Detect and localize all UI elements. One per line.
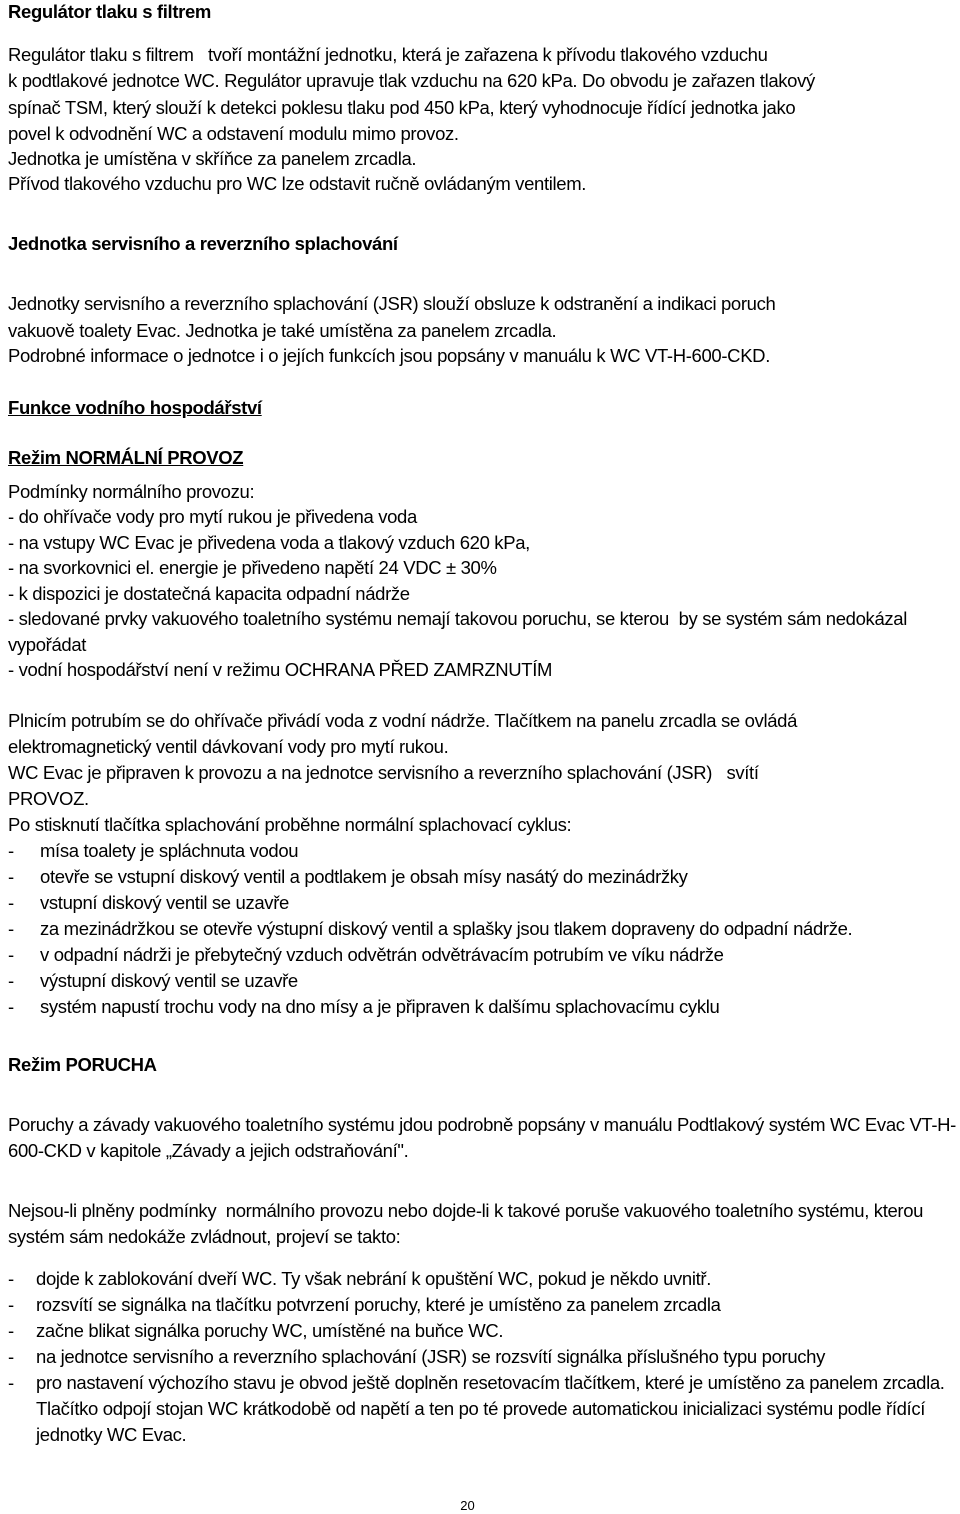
conditions-line: - do ohřívače vody pro mytí rukou je přivedena voda — [8, 506, 417, 527]
section-heading-service-flush-unit: Jednotka servisního a reverzního splachování — [8, 233, 398, 254]
paragraph-line: Po stisknutí tlačítka splachování proběhne normální splachovací cyklus: — [8, 814, 572, 835]
list-bullet: - — [8, 996, 15, 1017]
conditions-line: Podmínky normálního provozu: — [8, 481, 255, 502]
list-bullet: - — [8, 892, 15, 913]
paragraph-line: Jednotka je umístěna v skříňce za panelem zrcadla. — [8, 148, 417, 169]
list-bullet: - — [8, 1268, 15, 1289]
paragraph-line: Nejsou-li plněny podmínky normálního provozu nebo dojde-li k takové poruše vakuového toaletního systému, kterou — [8, 1200, 924, 1221]
fault-item: začne blikat signálka poruchy WC, umístěné na buňce WC. — [36, 1320, 504, 1341]
list-bullet: - — [8, 1320, 15, 1341]
cycle-step: výstupní diskový ventil se uzavře — [40, 970, 298, 991]
list-bullet: - — [8, 1346, 15, 1367]
list-bullet: - — [8, 918, 15, 939]
conditions-line: - na svorkovnici el. energie je přivedeno napětí 24 VDC ± 30% — [8, 557, 497, 578]
paragraph-line: spínač TSM, který slouží k detekci poklesu tlaku pod 450 kPa, který vyhodnocuje řídící jednotka jako — [8, 97, 796, 118]
conditions-line: vypořádat — [8, 634, 87, 655]
conditions-line: - na vstupy WC Evac je přivedena voda a tlakový vzduch 620 kPa, — [8, 532, 530, 553]
fault-item-continuation: Tlačítko odpojí stojan WC krátkodobě od napětí a ten po té provede automatickou inicializaci systému podle řídící — [36, 1398, 926, 1419]
cycle-step: systém napustí trochu vody na dno mísy a je připraven k dalšímu splachovacímu cyklu — [40, 996, 720, 1017]
fault-item: dojde k zablokování dveří WC. Ty však nebrání k opuštění WC, pokud je někdo uvnitř. — [36, 1268, 711, 1289]
paragraph-line: vakuově toalety Evac. Jednotka je také umístěna za panelem zrcadla. — [8, 320, 557, 341]
fault-item: rozsvítí se signálka na tlačítku potvrzení poruchy, které je umístěno za panelem zrcadla — [36, 1294, 721, 1315]
list-bullet: - — [8, 970, 15, 991]
paragraph-line: PROVOZ. — [8, 788, 89, 809]
list-bullet: - — [8, 840, 15, 861]
list-bullet: - — [8, 1294, 15, 1315]
paragraph-line: k podtlakové jednotce WC. Regulátor upravuje tlak vzduchu na 620 kPa. Do obvodu je zařazen tlakový — [8, 70, 815, 91]
section-heading-water-management: Funkce vodního hospodářství — [8, 397, 262, 418]
cycle-step: za mezinádržkou se otevře výstupní diskový ventil a splašky jsou tlakem dopraveny do odpadní nádrže. — [40, 918, 853, 939]
cycle-step: mísa toalety je spláchnuta vodou — [40, 840, 299, 861]
section-heading-fault-mode: Režim PORUCHA — [8, 1054, 157, 1075]
conditions-line: - vodní hospodářství není v režimu OCHRANA PŘED ZAMRZNUTÍM — [8, 659, 553, 680]
paragraph-line: 600-CKD v kapitole „Závady a jejich odstraňování". — [8, 1140, 409, 1161]
conditions-line: - sledované prvky vakuového toaletního systému nemají takovou poruchu, se kterou by se systém sám nedokázal — [8, 608, 907, 629]
paragraph-line: Jednotky servisního a reverzního splachování (JSR) slouží obsluze k odstranění a indikaci poruch — [8, 293, 776, 314]
cycle-step: v odpadní nádrži je přebytečný vzduch odvětrán odvětrávacím potrubím ve víku nádrže — [40, 944, 724, 965]
fault-item: na jednotce servisního a reverzního splachování (JSR) se rozsvítí signálka příslušného typu poruchy — [36, 1346, 826, 1367]
cycle-step: otevře se vstupní diskový ventil a podtlakem je obsah mísy nasátý do mezinádržky — [40, 866, 688, 887]
paragraph-line: Přívod tlakového vzduchu pro WC lze odstavit ručně ovládaným ventilem. — [8, 173, 587, 194]
paragraph-line: WC Evac je připraven k provozu a na jednotce servisního a reverzního splachování (JSR) svítí — [8, 762, 759, 783]
fault-item-continuation: jednotky WC Evac. — [36, 1424, 187, 1445]
cycle-step: vstupní diskový ventil se uzavře — [40, 892, 289, 913]
paragraph-line: Poruchy a závady vakuového toaletního systému jdou podrobně popsány v manuálu Podtlakový systém WC Evac VT-H- — [8, 1114, 956, 1135]
subsection-heading-normal-mode: Režim NORMÁLNÍ PROVOZ — [8, 447, 244, 468]
paragraph-line: systém sám nedokáže zvládnout, projeví se takto: — [8, 1226, 401, 1247]
paragraph-line: elektromagnetický ventil dávkovaní vody pro mytí rukou. — [8, 736, 449, 757]
paragraph-line: povel k odvodnění WC a odstavení modulu mimo provoz. — [8, 123, 459, 144]
paragraph-line: Podrobné informace o jednotce i o jejích funkcích jsou popsány v manuálu k WC VT-H-600-CKD. — [8, 345, 770, 366]
list-bullet: - — [8, 866, 15, 887]
list-bullet: - — [8, 1372, 15, 1393]
section-heading-pressure-regulator: Regulátor tlaku s filtrem — [8, 1, 212, 22]
paragraph-line: Plnicím potrubím se do ohřívače přivádí voda z vodní nádrže. Tlačítkem na panelu zrcadla se ovládá — [8, 710, 798, 731]
page-number: 20 — [460, 1498, 475, 1513]
list-bullet: - — [8, 944, 15, 965]
conditions-line: - k dispozici je dostatečná kapacita odpadní nádrže — [8, 583, 410, 604]
fault-item: pro nastavení výchozího stavu je obvod ještě doplněn resetovacím tlačítkem, které je umístěno za panelem zrcadla. — [36, 1372, 945, 1393]
paragraph-line: Regulátor tlaku s filtrem tvoří montážní jednotku, která je zařazena k přívodu tlakového vzduchu — [8, 44, 768, 65]
